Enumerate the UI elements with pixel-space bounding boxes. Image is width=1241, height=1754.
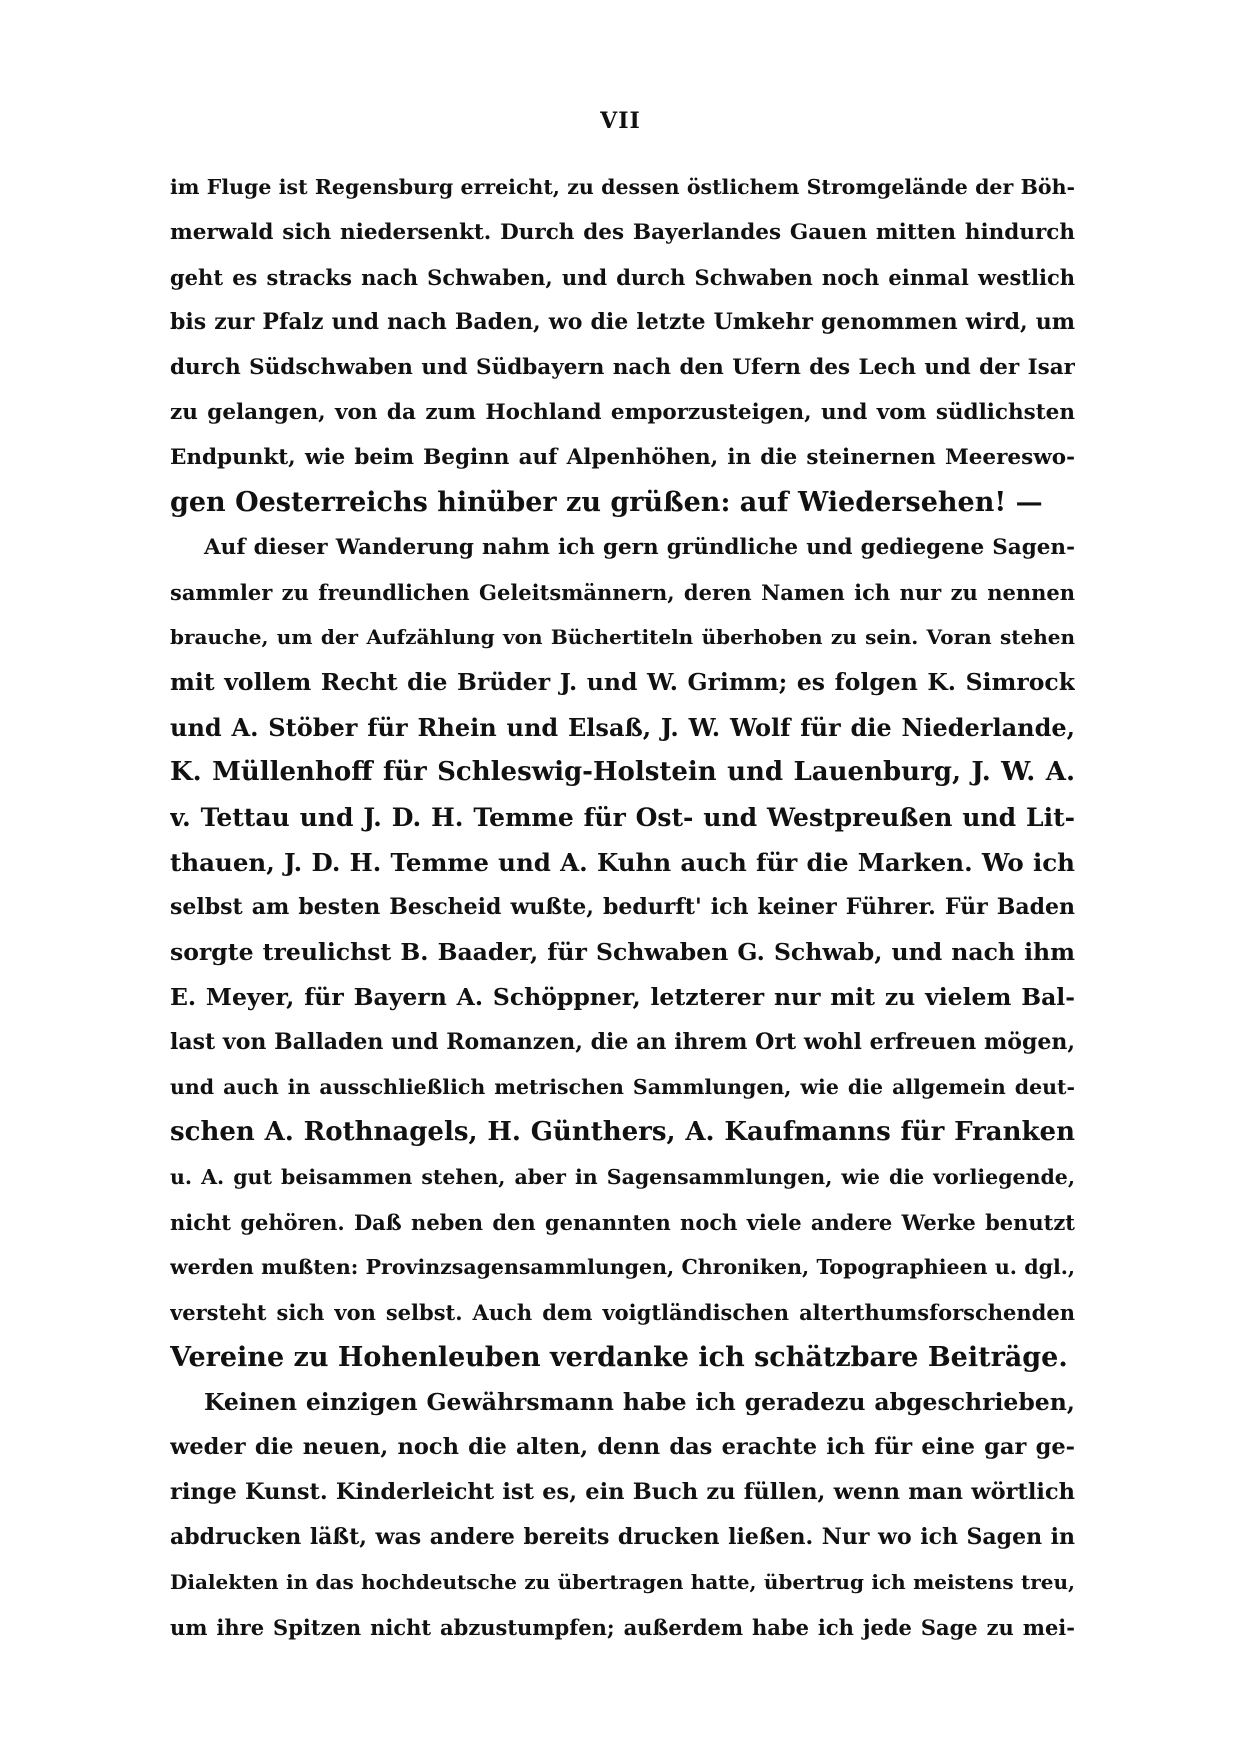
text-line: und auch in ausschließlich metrischen Sammlungen, wie die allgemein deut- [170,1075,1075,1099]
paragraph-3 [170,1380,1075,1650]
text-line: um ihre Spitzen nicht abzustumpfen; außerdem habe ich jede Sage zu mei- [170,1615,1075,1640]
text-line: merwald sich niedersenkt. Durch des Bayerlandes Gauen mitten hindurch [170,220,1075,245]
text-line: und A. Stöber für Rhein und Elsaß, J. W. Wolf für die Niederlande, [170,713,1075,742]
text-line: nicht gehören. Daß neben den genannten noch viele andere Werke benutzt [170,1210,1075,1235]
text-line: werden mußten: Provinzsagensammlungen, Chroniken, Topographieen u. dgl., [170,1255,1075,1279]
page-number: VII [600,108,641,134]
text-line: ringe Kunst. Kinderleicht ist es, ein Buch zu füllen, wenn man wörtlich [170,1479,1075,1505]
text-line: u. A. gut beisammen stehen, aber in Sagensammlungen, wie die vorliegende, [170,1165,1075,1189]
text-line: bis zur Pfalz und nach Baden, wo die letzte Umkehr genommen wird, um [170,309,1075,335]
text-line: v. Tettau und J. D. H. Temme für Ost- und Westpreußen und Lit- [170,803,1075,832]
text-line: schen A. Rothnagels, H. Günthers, A. Kaufmanns für Franken [170,1117,1075,1147]
text-line: sammler zu freundlichen Geleitsmännern, deren Namen ich nur zu nennen [170,580,1075,605]
text-line: abdrucken läßt, was andere bereits drucken ließen. Nur wo ich Sagen in [170,1524,1075,1550]
text-line: thauen, J. D. H. Temme und A. Kuhn auch für die Marken. Wo ich [170,848,1075,877]
text-line: brauche, um der Aufzählung von Büchertiteln überhoben zu sein. Voran stehen [170,625,1075,649]
text-line: geht es stracks nach Schwaben, und durch Schwaben noch einmal westlich [170,265,1075,290]
text-line: Endpunkt, wie beim Beginn auf Alpenhöhen, in die steinernen Meereswo- [170,445,1075,470]
text-line: mit vollem Recht die Brüder J. und W. Grimm; es folgen K. Simrock [170,668,1075,696]
text-line: selbst am besten Bescheid wußte, bedurft' ich keiner Führer. Für Baden [170,894,1075,920]
text-line: Dialekten in das hochdeutsche zu übertragen hatte, übertrug ich meistens treu, [170,1570,1075,1594]
text-line: Auf dieser Wanderung nahm ich gern gründliche und gediegene Sagen- [204,535,1075,560]
paragraph-2 [170,525,1075,1380]
text-line: zu gelangen, von da zum Hochland emporzusteigen, und vom südlichsten [170,400,1075,425]
text-line: Keinen einzigen Gewährsmann habe ich geradezu abgeschrieben, [204,1388,1075,1416]
text-line: last von Balladen und Romanzen, die an ihrem Ort wohl erfreuen mögen, [170,1029,1075,1055]
body-text [170,165,1075,1650]
text-line: durch Südschwaben und Südbayern nach den Ufern des Lech und der Isar [170,355,1075,380]
text-line: versteht sich von selbst. Auch dem voigtländischen alterthumsforschenden [170,1300,1075,1325]
text-line: Vereine zu Hohenleuben verdanke ich schätzbare Beiträge. [170,1342,1068,1373]
text-line: im Fluge ist Regensburg erreicht, zu dessen östlichem Stromgelände der Böh- [170,175,1075,199]
text-line: weder die neuen, noch die alten, denn das erachte ich für eine gar ge- [170,1434,1075,1460]
paragraph-1 [170,165,1075,525]
text-line: E. Meyer, für Bayern A. Schöppner, letzterer nur mit zu vielem Bal- [170,983,1075,1011]
text-line: K. Müllenhoff für Schleswig-Holstein und Lauenburg, J. W. A. [170,757,1075,787]
text-line: sorgte treulichst B. Baader, für Schwaben G. Schwab, und nach ihm [170,938,1075,966]
text-line: gen Oesterreichs hinüber zu grüßen: auf Wiedersehen! — [170,487,1043,518]
